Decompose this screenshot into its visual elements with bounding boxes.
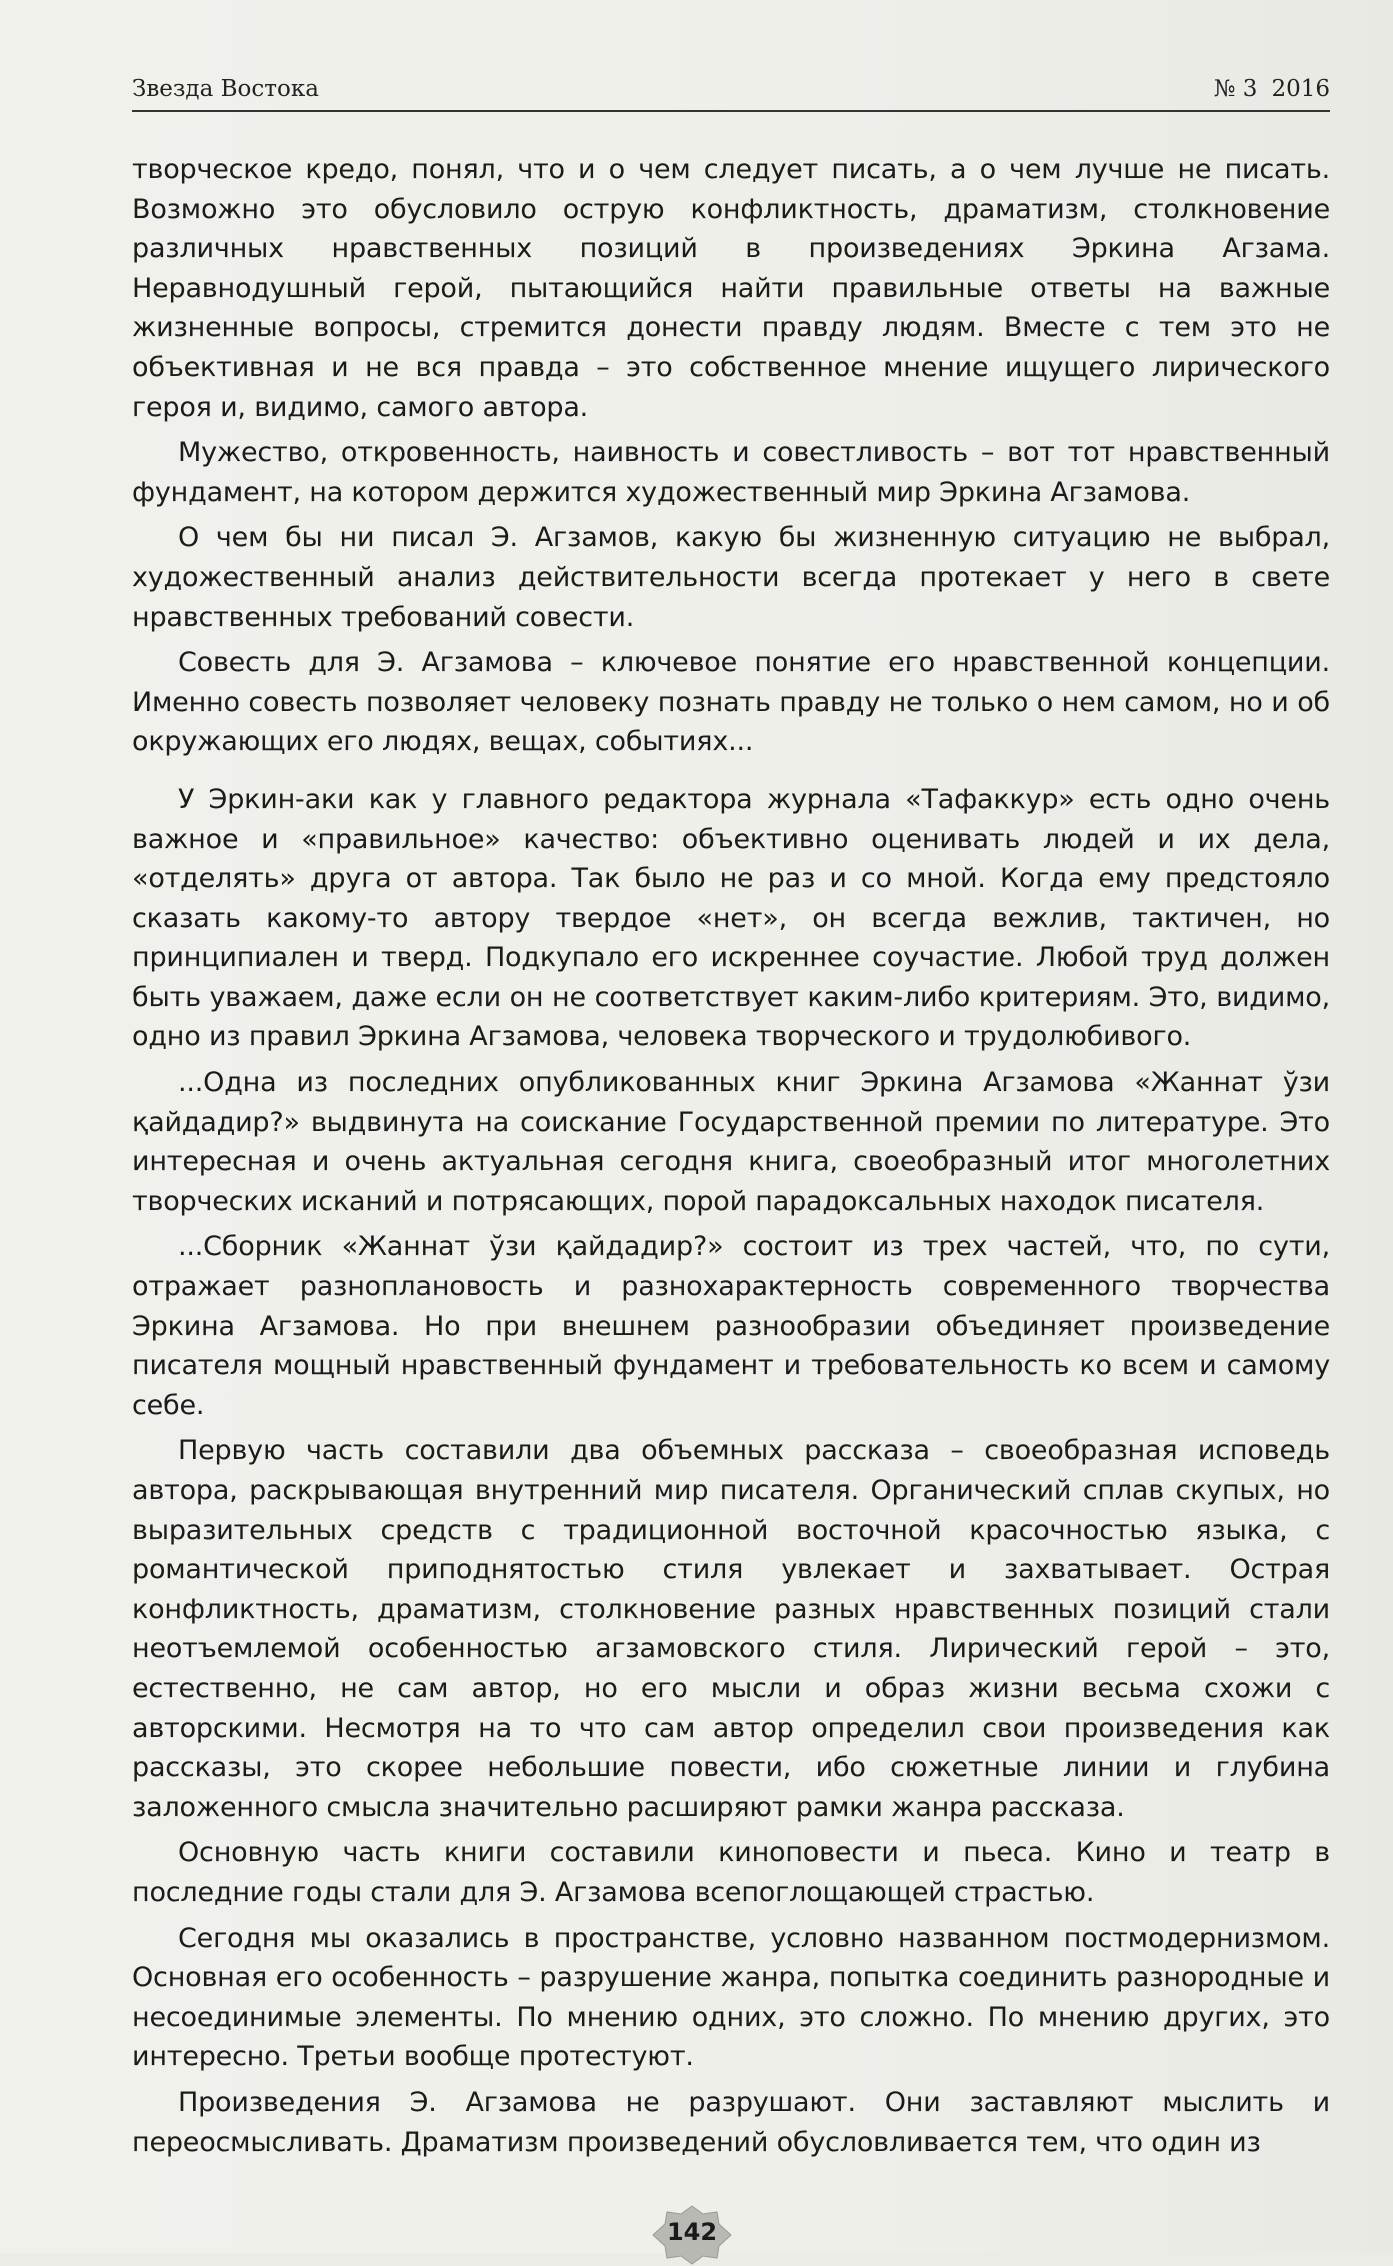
paragraph: У Эркин-аки как у главного редактора журнала «Тафаккур» есть одно очень важное и «правильное» качество: объективно оценивать людей и их дела, «отделять» друга от автора. Так было не раз и со мной. Когда ему предстояло сказать какому-то автору твердое «нет», он всегда вежлив, тактичен, но принципиален и тверд. Подкупало его искреннее соучастие. Любой труд должен быть уважаем, даже если он не соответствует каким-либо критериям. Это, видимо, одно из правил Эркина Агзамова, человека творческого и трудолюбивого. bbox=[132, 783, 1330, 1053]
paragraph: Мужество, откровенность, наивность и совестливость – вот тот нравственный фундамент, на котором держится художественный мир Эркина Агзамова. bbox=[132, 437, 1330, 508]
running-header bbox=[132, 76, 1330, 110]
issue-year: 2016 bbox=[1271, 76, 1330, 102]
paragraph: ...Сборник «Жаннат ўзи қайдадир?» состоит из трех частей, что, по сути, отражает разноплановость и разнохарактерность современного творчества Эркина Агзамова. Но при внешнем разнообразии объединяет произведение писателя мощный нравственный фундамент и требовательность ко всем и самому себе. bbox=[132, 1231, 1330, 1421]
header-rule bbox=[132, 110, 1330, 112]
paragraph: Первую часть составили два объемных рассказа – своеобразная исповедь автора, раскрывающая внутренний мир писателя. Органический сплав скупых, но выразительных средств с традиционной восточной красочностью языка, с романтической приподнятостью стиля увлекает и захватывает. Острая конфликтность, драматизм, столкновение разных нравственных позиций стали неотъемлемой особенностью агзамовского стиля. Лирический герой – это, естественно, не сам автор, но его мысли и образ жизни весьма схожи с авторскими. Несмотря на то что сам автор определил свои произведения как рассказы, это скорее небольшие повести, ибо сюжетные линии и глубина заложенного смысла значительно расширяют рамки жанра рассказа. bbox=[132, 1435, 1330, 1823]
page-number-badge bbox=[651, 2204, 733, 2266]
paragraph: О чем бы ни писал Э. Агзамов, какую бы жизненную ситуацию не выбрал, художественный анализ действительности всегда протекает у него в свете нравственных требований совести. bbox=[132, 522, 1330, 633]
article-body bbox=[132, 150, 1330, 2168]
journal-title: Звезда Востока bbox=[132, 76, 319, 102]
paragraph: Совесть для Э. Агзамова – ключевое понятие его нравственной концепции. Именно совесть позволяет человеку познать правду не только о нем самом, но и об окружающих его людях, вещах, событиях... bbox=[132, 647, 1330, 758]
issue-number: № 3 bbox=[1213, 76, 1258, 102]
page-number: 142 bbox=[666, 2218, 718, 2246]
paragraph: творческое кредо, понял, что и о чем следует писать, а о чем лучше не писать. Возможно это обусловило острую конфликтность, драматизм, столкновение различных нравственных позиций в произведениях Эркина Агзама. Неравнодушный герой, пытающийся найти правильные ответы на важные жизненные вопросы, стремится донести правду людям. Вместе с тем это не объективная и не вся правда – это собственное мнение ищущего лирического героя и, видимо, самого автора. bbox=[132, 154, 1330, 423]
paragraph: Основную часть книги составили киноповести и пьеса. Кино и театр в последние годы стали для Э. Агзамова всепоглощающей страстью. bbox=[132, 1837, 1330, 1908]
paragraph: Произведения Э. Агзамова не разрушают. Они заставляют мыслить и переосмысливать. Драматизм произведений обусловливается тем, что один из bbox=[132, 2086, 1330, 2158]
issue-info bbox=[1214, 76, 1330, 102]
paragraph: ...Одна из последних опубликованных книг Эркина Агзамова «Жаннат ўзи қайдадир?» выдвинута на соискание Государственной премии по литературе. Это интересная и очень актуальная сегодня книга, своеобразный итог многолетних творческих исканий и потрясающих, порой парадоксальных находок писателя. bbox=[132, 1067, 1330, 1217]
paragraph: Сегодня мы оказались в пространстве, условно названном постмодернизмом. Основная его особенность – разрушение жанра, попытка соединить разнородные и несоединимые элементы. По мнению одних, это сложно. По мнению других, это интересно. Третьи вообще протестуют. bbox=[132, 1922, 1330, 2073]
